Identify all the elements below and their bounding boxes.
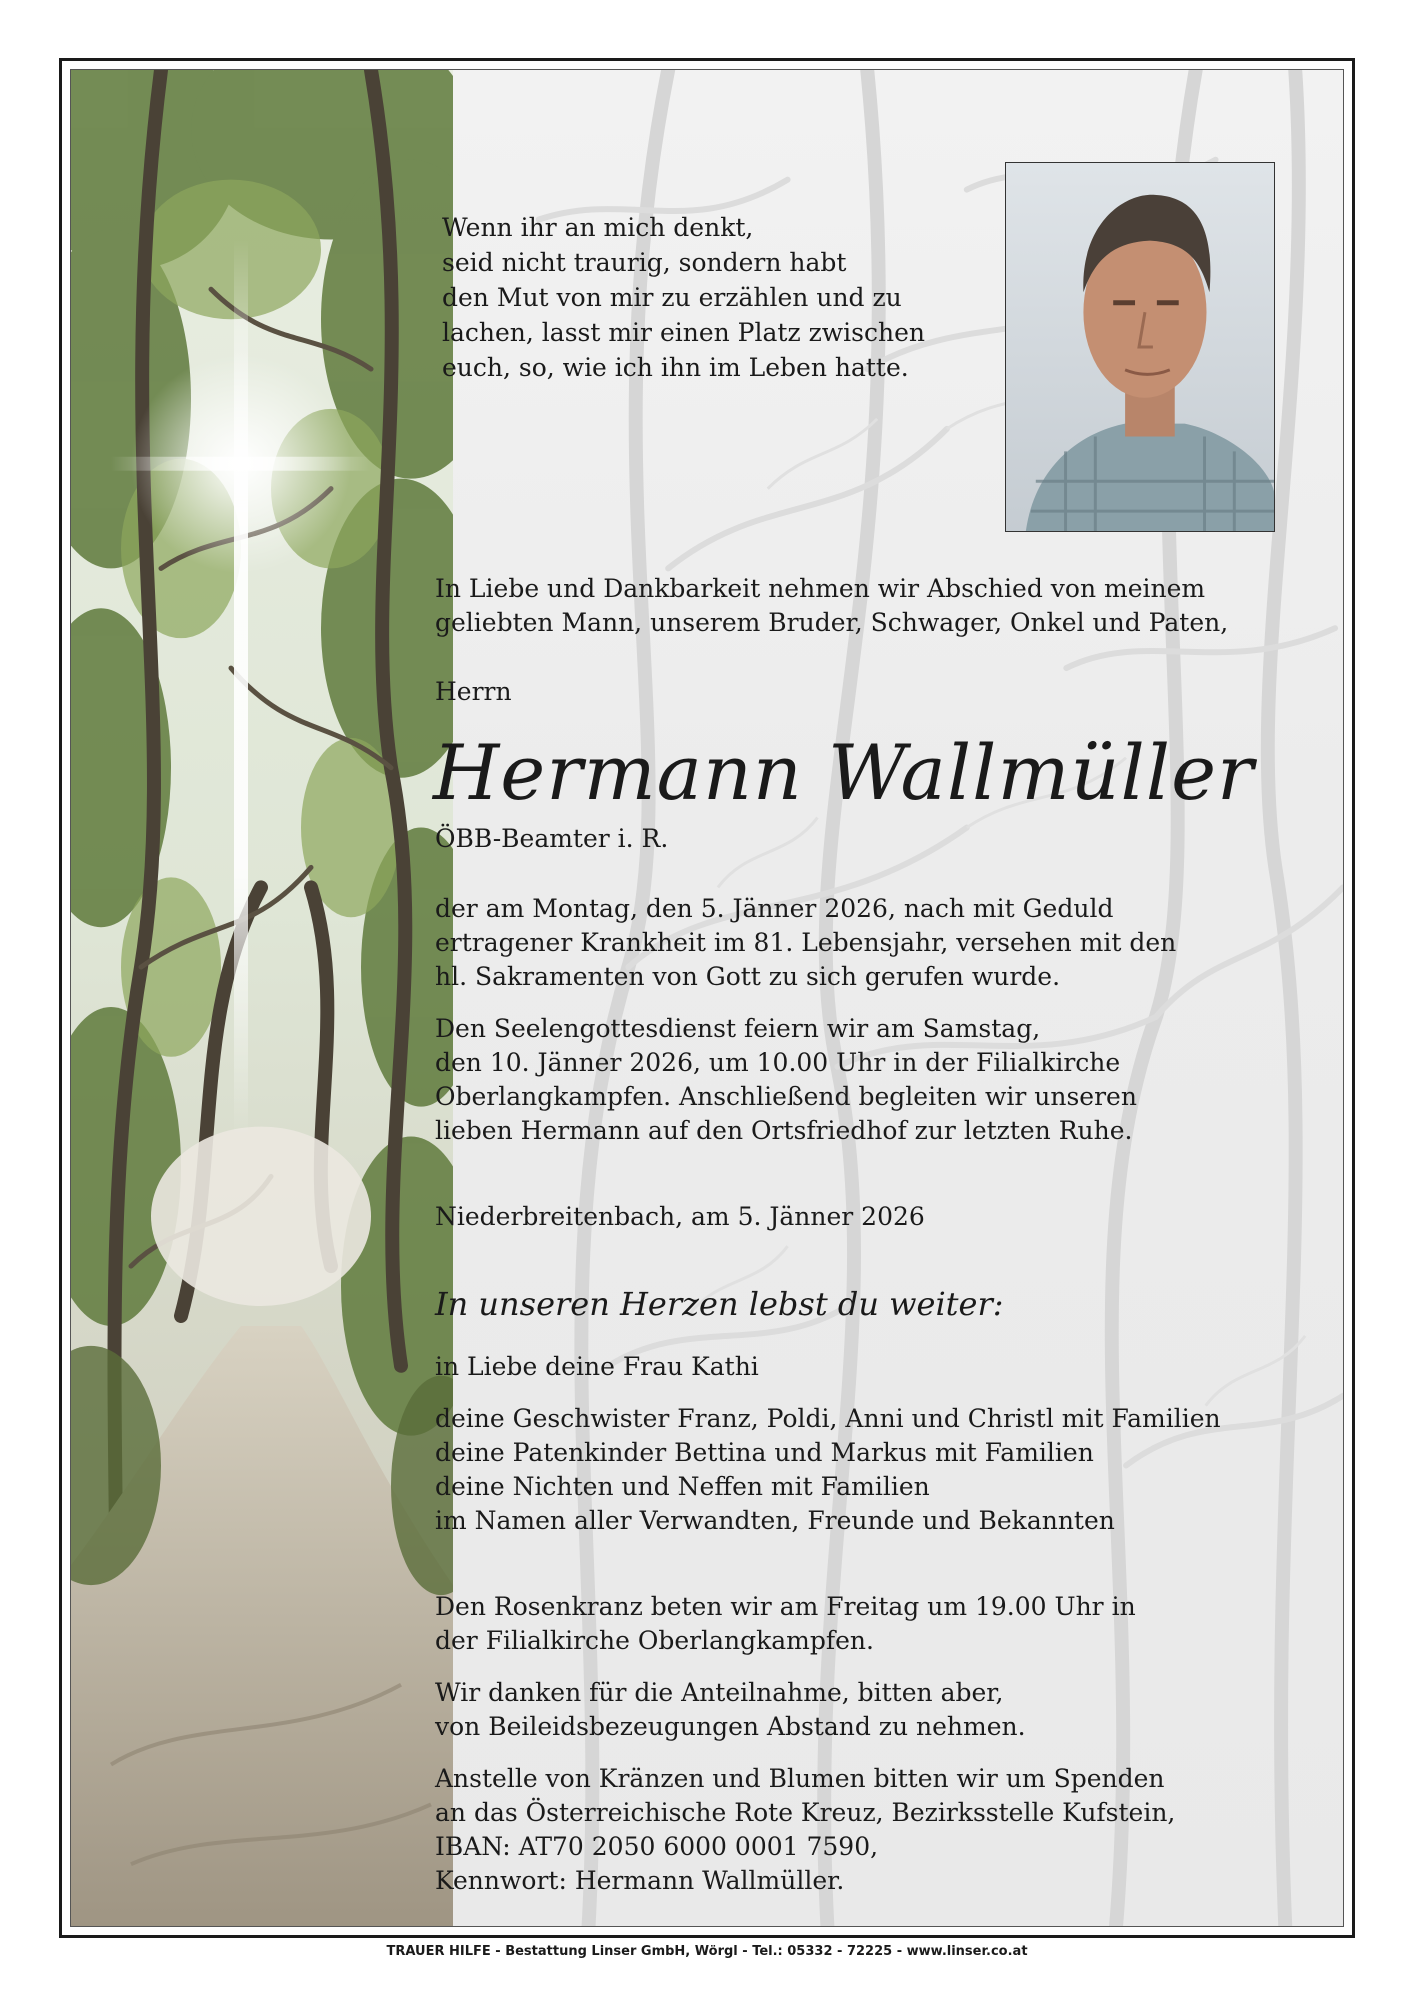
mourner-line: deine Nichten und Neffen mit Familien [435, 1472, 930, 1501]
place-date: Niederbreitenbach, am 5. Jänner 2026 [435, 1202, 925, 1231]
service-line: lieben Hermann auf den Ortsfriedhof zur letzten Ruhe. [435, 1116, 1133, 1145]
intro-paragraph [435, 572, 1228, 640]
thanks-line: Wir danken für die Anteilnahme, bitten aber, [435, 1678, 1004, 1707]
rosary-line: der Filialkirche Oberlangkampfen. [435, 1626, 874, 1655]
quote-line: euch, so, wie ich ihn im Leben hatte. [442, 353, 909, 382]
death-notice [435, 892, 1176, 994]
intro-line: In Liebe und Dankbarkeit nehmen wir Abschied von meinem [435, 574, 1206, 603]
deceased-name: Hermann Wallmüller [433, 728, 1255, 817]
mourner-line: deine Patenkinder Bettina und Markus mit Familien [435, 1438, 1094, 1467]
thanks-info [435, 1676, 1026, 1744]
mourner-line: deine Geschwister Franz, Poldi, Anni und Christl mit Familien [435, 1404, 1221, 1433]
service-info [435, 1012, 1137, 1148]
salutation: Herrn [435, 677, 512, 706]
funeral-home-footer: TRAUER HILFE - Bestattung Linser GmbH, Wörgl - Tel.: 05332 - 72225 - www.linser.co.at [386, 1944, 1028, 1959]
donation-line: Kennwort: Hermann Wallmüller. [435, 1866, 845, 1895]
notice-line: ertragener Krankheit im 81. Lebensjahr, versehen mit den [435, 928, 1177, 957]
quote-line: lachen, lasst mir einen Platz zwischen [442, 318, 925, 347]
service-line: Oberlangkampfen. Anschließend begleiten wir unseren [435, 1082, 1137, 1111]
rosary-info [435, 1590, 1136, 1658]
quote-line: seid nicht traurig, sondern habt [442, 248, 847, 277]
donation-line: an das Österreichische Rote Kreuz, Bezirksstelle Kufstein, [435, 1798, 1176, 1827]
quote-line: den Mut von mir zu erzählen und zu [442, 283, 902, 312]
memorial-quote [442, 210, 925, 385]
donation-info [435, 1762, 1175, 1898]
portrait-photo [1005, 162, 1275, 532]
mourners-spouse: in Liebe deine Frau Kathi [435, 1352, 759, 1381]
quote-line: Wenn ihr an mich denkt, [442, 213, 754, 242]
service-line: Den Seelengottesdienst feiern wir am Samstag, [435, 1014, 1041, 1043]
service-line: den 10. Jänner 2026, um 10.00 Uhr in der Filialkirche [435, 1048, 1121, 1077]
mourners-list [435, 1402, 1221, 1538]
notice-line: der am Montag, den 5. Jänner 2026, nach mit Geduld [435, 894, 1114, 923]
notice-line: hl. Sakramenten von Gott zu sich gerufen wurde. [435, 962, 1061, 991]
donation-line: IBAN: AT70 2050 6000 0001 7590, [435, 1832, 879, 1861]
mourner-line: im Namen aller Verwandten, Freunde und Bekannten [435, 1506, 1115, 1535]
forest-path-photo [71, 70, 453, 1926]
mourners-heading: In unseren Herzen lebst du weiter: [435, 1285, 1004, 1323]
intro-line: geliebten Mann, unserem Bruder, Schwager, Onkel und Paten, [435, 608, 1229, 637]
thanks-line: von Beileidsbezeugungen Abstand zu nehmen. [435, 1712, 1026, 1741]
donation-line: Anstelle von Kränzen und Blumen bitten wir um Spenden [435, 1764, 1165, 1793]
deceased-title: ÖBB-Beamter i. R. [435, 824, 669, 853]
rosary-line: Den Rosenkranz beten wir am Freitag um 19.00 Uhr in [435, 1592, 1136, 1621]
